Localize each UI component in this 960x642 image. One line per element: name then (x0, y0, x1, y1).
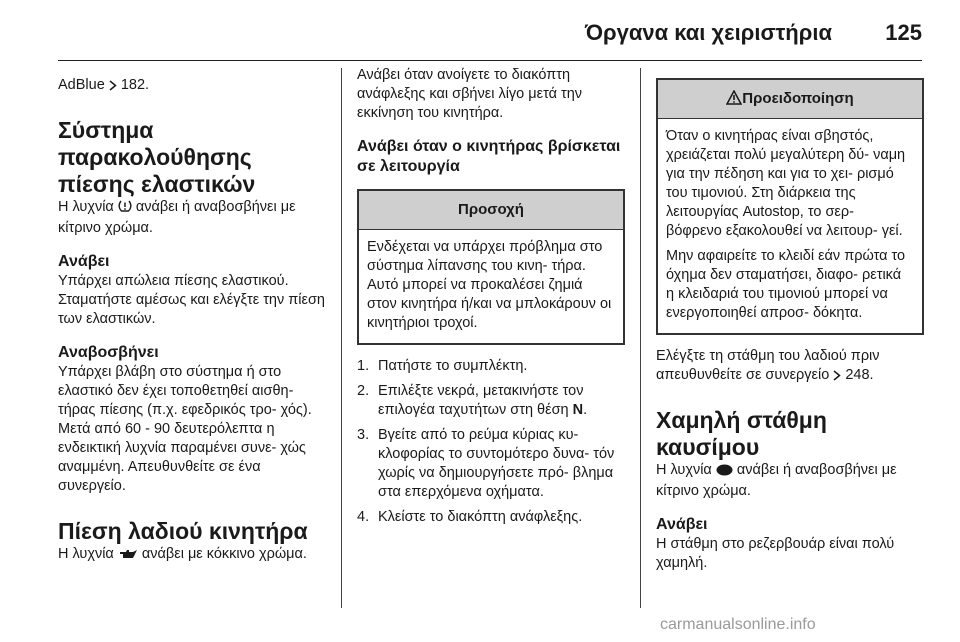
column-divider (640, 68, 641, 608)
tire-pressure-icon (118, 199, 132, 219)
list-item: 1. Πατήστε το συμπλέκτη. (357, 358, 528, 374)
warning-header (658, 80, 922, 119)
caution-title: Προσοχή (359, 191, 623, 230)
column-right (656, 66, 924, 573)
tire-pressure-text: Η λυχνία ανάβει ή αναβοσβήνει με κίτρινο χρώμα. (58, 199, 296, 236)
warning-text-2: Μην αφαιρείτε το κλειδί εάν πρώτα το όχημα δεν σταματήσει, διαφο- ρετικά η κλειδαριά του τιμονιού μπορεί να ενεργοποιηθεί απροσ- δόκητα. (666, 248, 906, 321)
tire-flash-heading: Αναβοσβήνει (58, 344, 159, 361)
warning-triangle-icon (726, 82, 742, 120)
header-rule (58, 60, 922, 61)
engine-running-heading: Ανάβει όταν ο κινητήρας βρίσκεται σε λειτουργία (357, 138, 621, 175)
fuel-on-text: Η στάθμη στο ρεζερβουάρ είναι πολύ χαμηλή. (656, 536, 895, 571)
fuel-on-heading: Ανάβει (656, 516, 708, 533)
list-item: 4. Κλείστε το διακόπτη ανάφλεξης. (357, 509, 583, 525)
warning-title: Προειδοποίηση (742, 90, 854, 107)
reference-arrow-icon (109, 78, 117, 97)
fuel-warning-icon (716, 463, 733, 482)
reference-arrow-icon (833, 368, 841, 387)
oil-can-icon (118, 547, 138, 566)
warning-text-1: Όταν ο κινητήρας είναι σβηστός, χρειάζεται πολύ μεγαλύτερη δύ- ναμη για την πέδηση και για το χει- ρισμό του τιμονιού. Στη διάρκεια της λειτουργίας Autostop, το σερ- βόφρενο εξακολουθεί να λειτουρ- γεί. (666, 128, 906, 239)
tire-flash-text: Υπάρχει βλάβη στο σύστημα ή στο ελαστικό δεν έχει τοποθετηθεί αισθη- τήρας πίεσης (π.χ. εφεδρικός τρο- χός). Μετά από 60 - 90 δευτερόλεπτα η ενδεικτική λυχνία παραμένει συνε- χώς αναμμένη. Απευθυνθείτε σε ένα συνεργείο. (58, 364, 312, 494)
low-fuel-heading: Χαμηλή στάθμη καυσίμου (656, 407, 827, 460)
column-middle (357, 66, 625, 527)
watermark: carmanualsonline.info (660, 616, 816, 633)
column-left (58, 66, 326, 566)
oil-continued-text: Ανάβει όταν ανοίγετε το διακόπτη ανάφλεξης και σβήνει λίγο μετά την εκκίνηση του κινητήρα. (357, 67, 583, 121)
tire-on-text: Υπάρχει απώλεια πίεσης ελαστικού. Σταματήστε αμέσως και ελέγξτε την πίεση των ελαστικών. (58, 273, 325, 327)
tire-on-heading: Ανάβει (58, 253, 110, 270)
oil-pressure-heading: Πίεση λαδιού κινητήρα (58, 518, 308, 544)
caution-text: Ενδέχεται να υπάρχει πρόβλημα στο σύστημα λίπανσης του κινη- τήρα. Αυτό μπορεί να προκαλέσει ζημιά στον κινητήρα ή/και να μπλοκάρουν οι κινητήριοι τροχοί. (367, 239, 612, 331)
page-number: 125 (885, 20, 922, 45)
page-header-title: Όργανα και χειριστήρια (584, 20, 832, 45)
low-fuel-text: Η λυχνία ανάβει ή αναβοσβήνει με κίτρινο χρώμα. (656, 462, 897, 499)
oil-pressure-text: Η λυχνία ανάβει με κόκκινο χρώμα. (58, 545, 326, 566)
steps-list (357, 357, 625, 527)
adblue-reference: AdBlue 182. (58, 76, 326, 97)
warning-box (656, 78, 924, 335)
oil-check-text: Ελέγξτε τη στάθμη του λαδιού πριν απευθυνθείτε σε συνεργείο 248. (656, 347, 924, 387)
caution-box (357, 189, 625, 345)
list-item: 2. Επιλέξτε νεκρά, μετακινήστε τον επιλογέα ταχυτήτων στη θέση N. (357, 383, 588, 418)
list-item: 3. Βγείτε από το ρεύμα κύριας κυ- κλοφορίας το συντομότερο δυνα- τόν χωρίς να δημιουργήσετε πρό- βλημα στα επερχόμενα οχήματα. (357, 427, 615, 500)
column-divider (341, 68, 342, 608)
tire-pressure-heading: Σύστημα παρακολούθησης πίεσης ελαστικών (58, 117, 256, 197)
